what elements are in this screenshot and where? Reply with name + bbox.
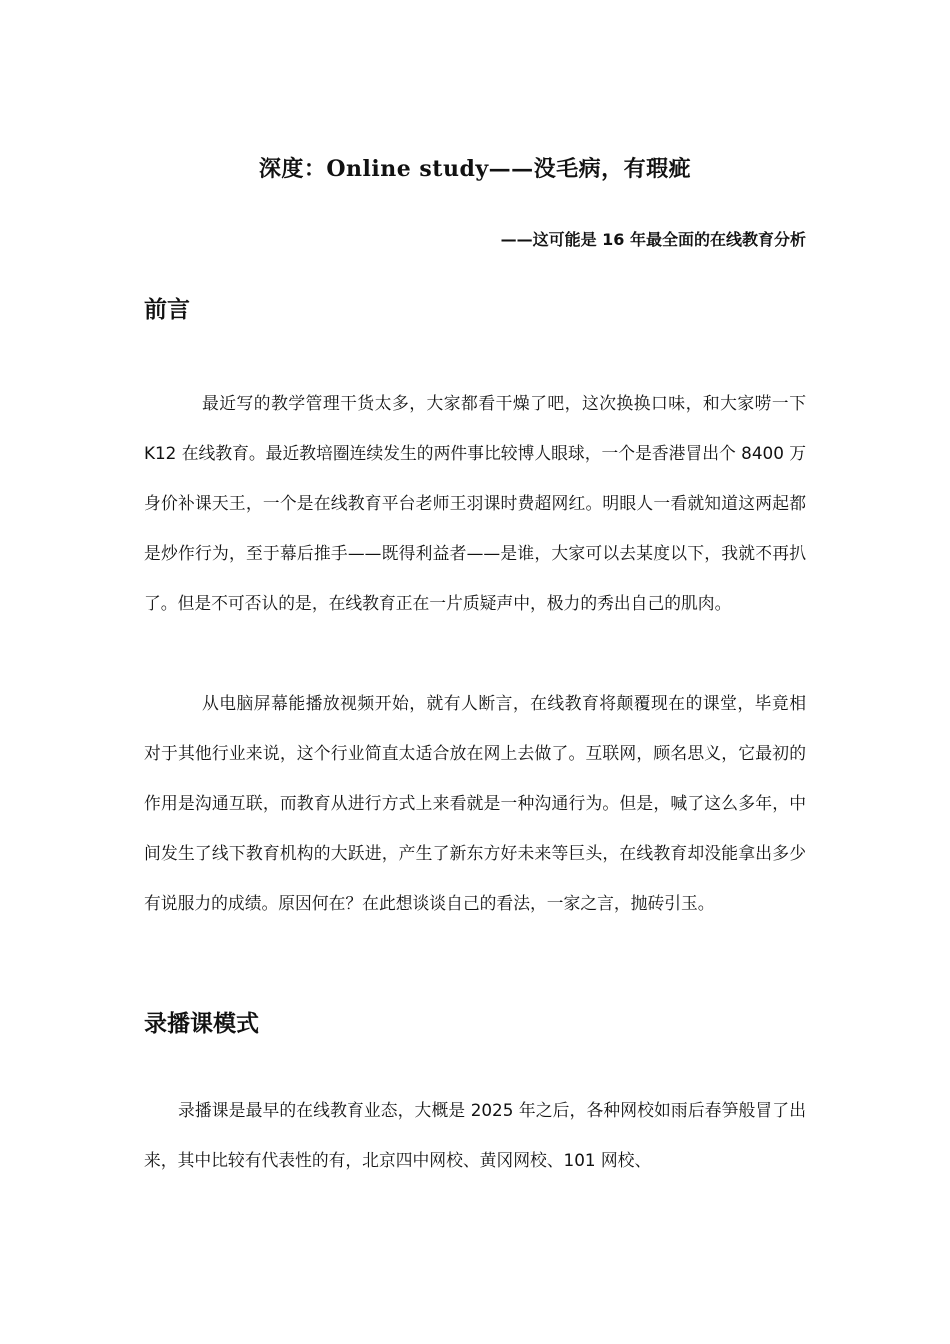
document-title: 深度：Online study——没毛病，有瑕疵 (258, 156, 692, 182)
preface-paragraph-2: 从电脑屏幕能播放视频开始，就有人断言，在线教育将颠覆现在的课堂，毕竟相对于其他行业来说，这个行业简直太适合放在网上去做了。互联网，顾名思义，它最初的作用是沟通互联，而教育从进行方式上来看就是一种沟通行为。但是，喊了这么多年，中间发生了线下教育机构的大跃进，产生了新东方好未来等巨头，在线教育却没能拿出多少有说服力的成绩。原因何在？在此想谈谈自己的看法，一家之言，抛砖引玉。 (144, 693, 806, 913)
recorded-courses-paragraph-1: 录播课是最早的在线教育业态，大概是 2025 年之后，各种网校如雨后春笋般冒了出来，其中比较有代表性的有，北京四中网校、黄冈网校、101 网校、 (144, 1100, 806, 1170)
section-heading-recorded-courses: 录播课模式 (144, 1011, 259, 1037)
section-heading-preface: 前言 (144, 297, 190, 323)
document-subtitle: ——这可能是 16 年最全面的在线教育分析 (500, 230, 806, 249)
preface-paragraph-1: 最近写的教学管理干货太多，大家都看干燥了吧，这次换换口味，和大家唠一下 K12 在线教育。最近教培圈连续发生的两件事比较博人眼球，一个是香港冒出个 8400 万身价补课天王，一个是在线教育平台老师王羽课时费超网红。明眼人一看就知道这两起都是炒作行为，至于幕后推手——既得利益者——是谁，大家可以去某度以下，我就不再扒了。但是不可否认的是，在线教育正在一片质疑声中，极力的秀出自己的肌肉。 (144, 393, 806, 613)
